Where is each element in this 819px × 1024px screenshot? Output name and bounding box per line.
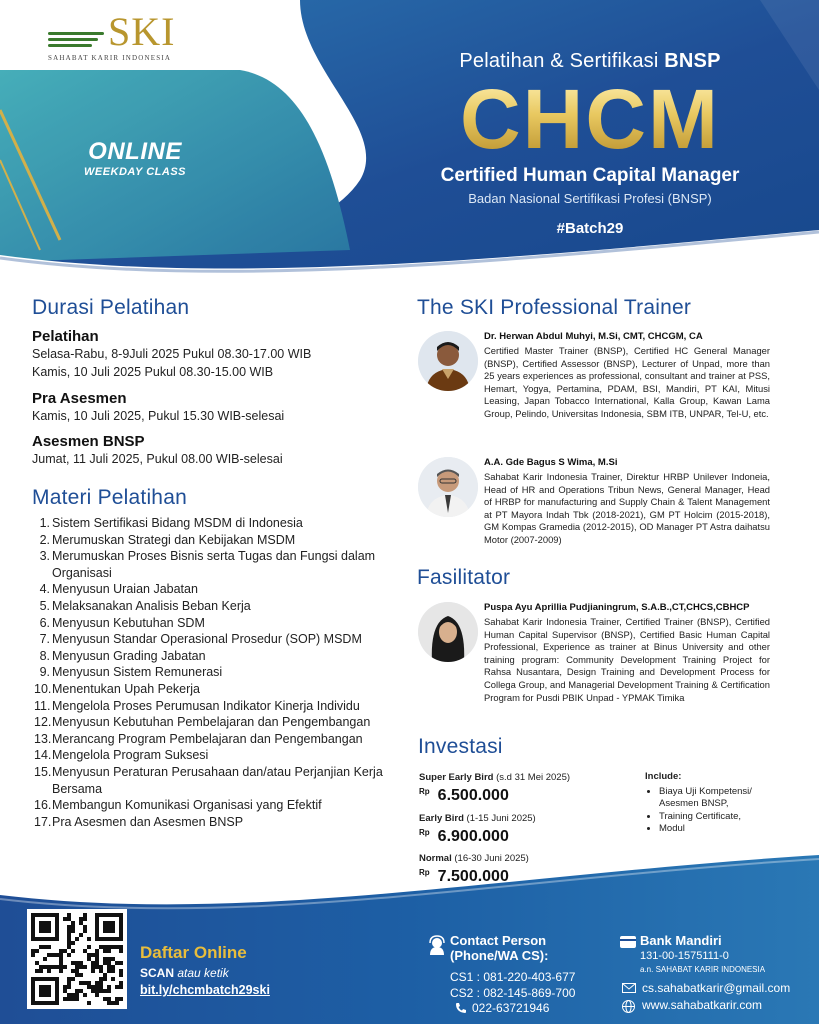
pre-title-light: Pelatihan & Sertifikasi	[459, 50, 659, 72]
materi-item	[34, 814, 394, 831]
materi-item-text: Menyusun Sistem Remunerasi	[52, 665, 223, 680]
materi-list	[34, 515, 394, 830]
pre-title-bold: BNSP	[664, 50, 721, 72]
tier-1-price-row	[419, 787, 509, 805]
asesmen-label: Asesmen BNSP	[32, 433, 145, 450]
materi-item	[34, 714, 394, 731]
tier-3-name: Normal	[419, 853, 452, 864]
fasilitator-bio: Sahabat Karir Indonesia Trainer, Certified Trainer (BNSP), Certified Human Capital Supervisor (BNSP), Certified Basic Human Capital Professional, Experience as trainer at Binus University and other training program: Community Development Training Project for Rahsa Nusantara, Design Training and Development Process for Collega Group, and Managerial Development Training & Certification Program for Pusdi PBIK Unpad - YPMAK Timika	[484, 616, 770, 703]
scan-bold: SCAN	[140, 966, 175, 980]
website[interactable]: www.sahabatkarir.com	[642, 998, 763, 1012]
include-item-3: • Modul	[659, 823, 765, 836]
materi-item-number: 16.	[34, 798, 52, 813]
cs1-phone[interactable]: CS1 : 081-220-403-677	[450, 970, 576, 984]
include-item-1: • Biaya Uji Kompetensi/ Asesmen BNSP,	[659, 786, 765, 811]
tier-1-currency: Rp	[419, 787, 430, 796]
materi-item	[34, 764, 394, 797]
materi-item	[34, 698, 394, 715]
trainer-2-name: A.A. Gde Bagus S Wima, M.Si	[484, 457, 618, 468]
materi-item-number: 12.	[34, 715, 52, 730]
materi-item-text: Mengelola Proses Perumusan Indikator Kinerja Individu	[52, 698, 360, 713]
materi-item	[34, 532, 394, 549]
trainer-card-2	[418, 457, 770, 567]
materi-item-text: Mengelola Program Suksesi	[52, 748, 209, 763]
materi-item-text: Melaksanakan Analisis Beban Kerja	[52, 598, 251, 613]
globe-icon	[622, 1000, 635, 1013]
bank-card-icon	[620, 936, 636, 948]
trainer-card-1	[418, 331, 770, 441]
pra-asesmen-schedule: Kamis, 10 Juli 2025, Pukul 15.30 WIB-selesai	[32, 409, 285, 423]
registration-link[interactable]: bit.ly/chcmbatch29ski	[140, 983, 270, 997]
bank-account-holder: a.n. SAHABAT KARIR INDONESIA	[640, 965, 766, 974]
fasilitator-card	[418, 602, 770, 732]
materi-item-text: Merancang Program Pembelajaran dan Pengembangan	[52, 731, 363, 746]
person-icon	[418, 602, 478, 662]
fasilitator-title: Fasilitator	[417, 566, 511, 589]
materi-item	[34, 648, 394, 665]
person-icon	[418, 457, 478, 517]
logo-bars	[48, 32, 104, 50]
materi-item	[34, 598, 394, 615]
materi-item-text: Menyusun Standar Operasional Prosedur (SOP) MSDM	[52, 632, 362, 647]
agency-name: Badan Nasional Sertifikasi Profesi (BNSP)	[468, 191, 712, 206]
materi-item-number: 11.	[34, 698, 51, 713]
tier-3-currency: Rp	[419, 868, 430, 877]
tier-1-price: 6.500.000	[437, 787, 509, 804]
trainer-section-title: The SKI Professional Trainer	[417, 296, 692, 319]
qr-code[interactable]	[27, 909, 127, 1009]
include-item-2: • Training Certificate,	[659, 811, 765, 824]
tier-2-currency: Rp	[419, 828, 430, 837]
investasi-title: Investasi	[418, 735, 503, 758]
materi-item-text: Membangun Komunikasi Organisasi yang Efektif	[52, 798, 322, 813]
tier-2-name: Early Bird	[419, 813, 464, 824]
batch-tag: #Batch29	[556, 220, 624, 237]
materi-item-number: 17.	[34, 814, 52, 829]
asesmen-schedule: Jumat, 11 Juli 2025, Pukul 08.00 WIB-selesai	[32, 452, 283, 466]
materi-item-number: 13.	[34, 731, 52, 746]
materi-item-text: Menyusun Grading Jabatan	[52, 648, 206, 663]
materi-item	[34, 548, 394, 581]
materi-item-number: 9.	[39, 665, 50, 680]
materi-item	[34, 631, 394, 648]
footer	[0, 855, 819, 1024]
daftar-online-title: Daftar Online	[140, 943, 247, 962]
materi-item-text: Menyusun Kebutuhan SDM	[52, 615, 205, 630]
materi-item-text: Menyusun Uraian Jabatan	[52, 582, 198, 597]
person-icon	[418, 331, 478, 391]
cs2-phone[interactable]: CS2 : 082-145-869-700	[450, 986, 576, 1000]
scan-instruction	[140, 966, 229, 980]
materi-title: Materi Pelatihan	[32, 486, 187, 509]
materi-item-number: 8.	[39, 648, 50, 663]
logo-wordmark: SKI	[108, 9, 176, 54]
program-acronym: CHCM	[400, 75, 780, 163]
materi-item-number: 6.	[39, 615, 50, 630]
pelatihan-schedule-2: Kamis, 10 Juli 2025 Pukul 08.30-15.00 WIB	[32, 365, 274, 379]
include-list	[659, 786, 765, 836]
tier-2-label	[419, 813, 536, 824]
fasilitator-photo	[418, 602, 478, 662]
materi-item	[34, 581, 394, 598]
materi-item-text: Merumuskan Strategi dan Kebijakan MSDM	[52, 532, 296, 547]
contact-person-line1: Contact Person	[450, 933, 547, 948]
materi-item-number: 7.	[39, 632, 50, 647]
tier-2-price: 6.900.000	[437, 828, 509, 845]
trainer-2-photo	[418, 457, 478, 517]
tier-1-period: (s.d 31 Mei 2025)	[496, 772, 571, 783]
hero-title-block	[400, 50, 780, 237]
materi-item	[34, 731, 394, 748]
pre-title	[400, 50, 780, 73]
pelatihan-label: Pelatihan	[32, 328, 99, 345]
hero-banner	[0, 0, 819, 290]
trainer-2-bio: Sahabat Karir Indonesia Trainer, Direktur HRBP Unilever Indoneia, Head of HR and Operations Tribun News, General Manager, Head of HRBP for manufacturing and Supply Chain & Talent Management at PT Mayora Indah Tbk (2018-2021), GM PT Holcim (2015-2018), GM Kompas Gramedia (2012-2015), OD Manager PT Astra daihatsu Motor (2007-2009)	[484, 471, 770, 545]
materi-item-text: Menyusun Peraturan Perusahaan dan/atau Perjanjian Kerja Bersama	[52, 764, 383, 796]
fasilitator-name: Puspa Ayu Aprillia Pudjianingrum, S.A.B.,CT,CHCS,CBHCP	[484, 602, 750, 613]
mail-icon	[622, 983, 636, 993]
durasi-title: Durasi Pelatihan	[32, 296, 190, 319]
bank-account-number: 131-00-1575111-0	[640, 950, 729, 962]
scan-rest: atau ketik	[174, 966, 229, 980]
pelatihan-schedule-1: Selasa-Rabu, 8-9Juli 2025 Pukul 08.30-17.00 WIB	[32, 347, 312, 361]
tier-1-name: Super Early Bird	[419, 772, 494, 783]
pra-asesmen-label: Pra Asesmen	[32, 390, 127, 407]
logo-subtitle: SAHABAT KARIR INDONESIA	[48, 54, 172, 62]
tier-1-label	[419, 772, 570, 783]
materi-item-number: 3.	[39, 549, 50, 564]
online-label: ONLINE	[88, 138, 182, 165]
weekday-label: WEEKDAY CLASS	[83, 166, 187, 178]
tier-3-price: 7.500.000	[437, 868, 509, 885]
email-address[interactable]: cs.sahabatkarir@gmail.com	[642, 981, 791, 995]
materi-item-number: 15.	[34, 764, 52, 779]
materi-item	[34, 515, 394, 532]
materi-item-number: 4.	[39, 582, 50, 597]
bank-name: Bank Mandiri	[640, 933, 722, 948]
materi-item	[34, 747, 394, 764]
tier-2-period: (1-15 Juni 2025)	[466, 813, 536, 824]
materi-item-number: 1.	[39, 516, 50, 530]
program-full-title: Certified Human Capital Manager	[440, 165, 740, 186]
phone-icon	[455, 1002, 467, 1014]
class-format	[60, 138, 210, 178]
materi-item	[34, 664, 394, 681]
trainer-1-bio: Certified Master Trainer (BNSP), Certified HC General Manager (BNSP), Certified Assessor (BNSP), Lecturer of Unpad, more than 25 years experiences as professional, consultant and trainer at PSS, Hemart, Yogya, Pertamina, PDAM, BSI, Mandiri, PT KAI, Mitusi Leasing, Japan Tobacco International, Kalla Group, Kawan Lama Group, Pelindo, Universitas Indonesia, SBM ITB, UNPAR, Tel-U, etc.	[484, 345, 770, 419]
headset-icon	[428, 935, 446, 955]
materi-item-text: Sistem Sertifikasi Bidang MSDM di Indonesia	[52, 516, 303, 530]
contact-person-title	[450, 933, 548, 963]
materi-item-text: Menyusun Kebutuhan Pembelajaran dan Pengembangan	[52, 715, 371, 730]
include-box	[645, 771, 765, 836]
trainer-1-photo	[418, 331, 478, 391]
materi-item-text: Pra Asesmen dan Asesmen BNSP	[52, 814, 244, 829]
contact-person-line2: (Phone/WA CS):	[450, 948, 549, 963]
materi-item-number: 2.	[39, 532, 50, 547]
trainer-1-name: Dr. Herwan Abdul Muhyi, M.Si, CMT, CHCGM, CA	[484, 331, 703, 342]
tier-2-price-row	[419, 828, 509, 846]
office-phone[interactable]: 022-63721946	[472, 1001, 550, 1015]
materi-item	[34, 615, 394, 632]
tier-3-period: (16-30 Juni 2025)	[454, 853, 529, 864]
materi-item-number: 5.	[39, 598, 50, 613]
include-title: Include:	[645, 771, 682, 782]
materi-item-number: 10.	[34, 681, 52, 696]
materi-item-number: 14.	[34, 748, 52, 763]
materi-item-text: Menentukan Upah Pekerja	[52, 681, 201, 696]
materi-item-text: Merumuskan Proses Bisnis serta Tugas dan Fungsi dalam Organisasi	[52, 549, 376, 580]
ski-logo	[46, 10, 186, 64]
materi-item	[34, 797, 394, 814]
materi-item	[34, 681, 394, 698]
